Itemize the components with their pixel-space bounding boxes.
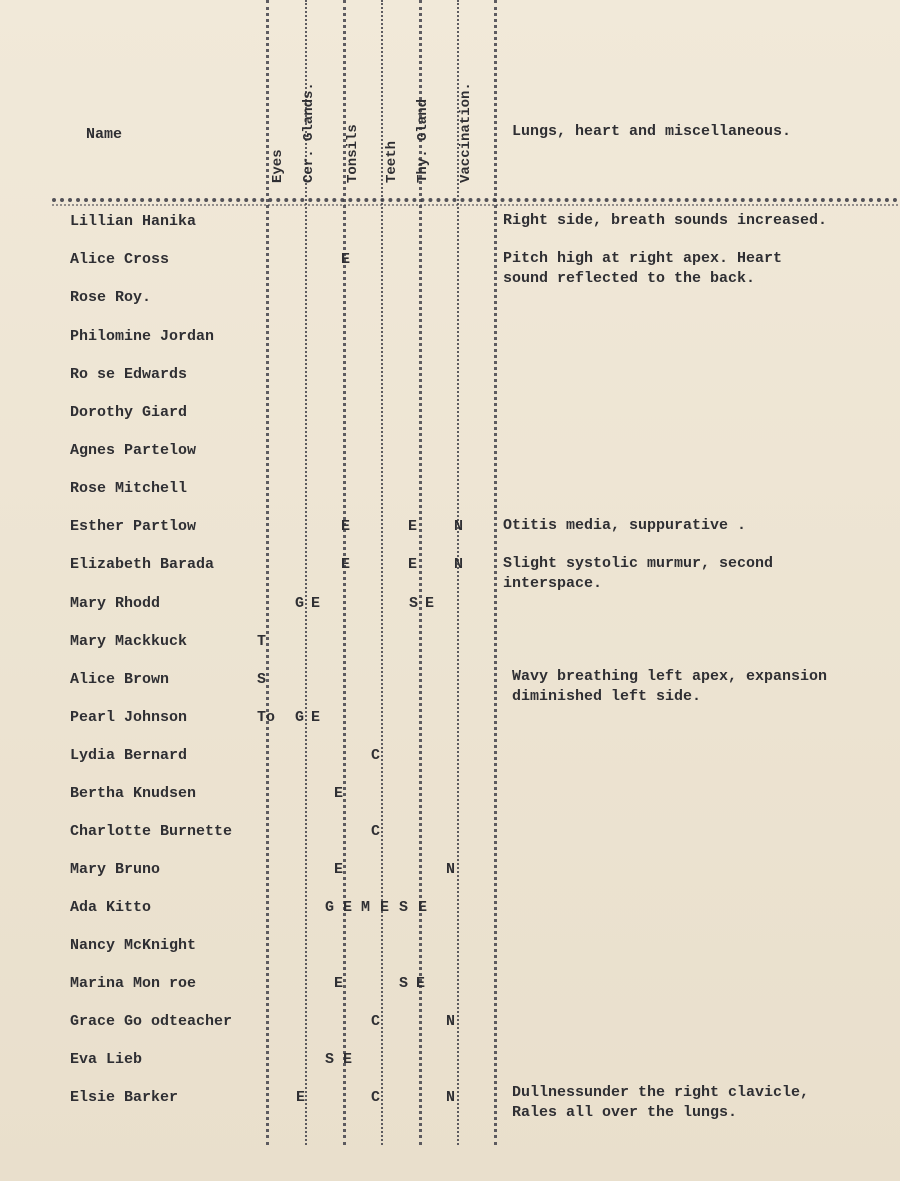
eyes-mark: To — [257, 709, 276, 726]
header-rule-secondary — [52, 204, 898, 206]
row-note: interspace. — [503, 575, 603, 592]
teeth-mark: E — [380, 899, 390, 916]
eyes-column-header: Eyes — [270, 149, 286, 183]
patient-name: Pearl Johnson — [70, 709, 188, 726]
name-column-header: Name — [86, 126, 123, 143]
patient-name: Mary Bruno — [70, 861, 161, 878]
eyes-mark: S — [257, 671, 267, 688]
patient-name: Elsie Barker — [70, 1089, 179, 1106]
vaccination-mark: N — [446, 1013, 456, 1030]
tonsils-mark: E — [311, 595, 321, 612]
column-rule-misc — [494, 0, 497, 1145]
row-note: Otitis media, suppurative . — [503, 517, 747, 534]
cer-glands-mark: E — [296, 1089, 306, 1106]
thy-gland-mark: S — [409, 595, 419, 612]
header-rule — [52, 198, 898, 202]
patient-name: Lillian Hanika — [70, 213, 197, 230]
column-rule-teeth — [381, 0, 383, 1145]
patient-name: Marina Mon roe — [70, 975, 197, 992]
tonsils-mark: E — [343, 899, 353, 916]
cer-glands-mark: S — [325, 1051, 335, 1068]
teeth-mark: M — [361, 899, 371, 916]
cer-glands-mark: G — [295, 709, 305, 726]
patient-name: Esther Partlow — [70, 518, 197, 535]
patient-name: Mary Mackkuck — [70, 633, 188, 650]
row-note: Slight systolic murmur, second — [503, 555, 774, 572]
row-note: Dullnessunder the right clavicle, — [512, 1084, 810, 1101]
row-note: sound reflected to the back. — [503, 270, 756, 287]
teeth-mark: C — [371, 747, 381, 764]
vaccination-mark: N — [454, 556, 464, 573]
vaccination-mark: N — [446, 861, 456, 878]
patient-name: Nancy McKnight — [70, 937, 197, 954]
thy-gland-mark: S — [399, 899, 409, 916]
cer-glands-mark: G — [325, 899, 335, 916]
vaccination-mark: N — [446, 1089, 456, 1106]
teeth-column-header: Teeth — [384, 140, 400, 183]
row-note: Pitch high at right apex. Heart — [503, 250, 783, 267]
patient-name: Alice Brown — [70, 671, 170, 688]
patient-name: Agnes Partelow — [70, 442, 197, 459]
row-note: diminished left side. — [512, 688, 702, 705]
tonsils-mark: E — [334, 861, 344, 878]
teeth-mark: C — [371, 1089, 381, 1106]
thy-gland-mark: E — [408, 556, 418, 573]
thy-gland-mark: E — [416, 975, 426, 992]
patient-name: Eva Lieb — [70, 1051, 143, 1068]
patient-name: Lydia Bernard — [70, 747, 188, 764]
column-rule-eyes — [266, 0, 269, 1145]
thy-gland-mark: S — [399, 975, 409, 992]
patient-name: Rose Roy. — [70, 289, 152, 306]
row-note: Right side, breath sounds increased. — [503, 212, 828, 229]
thy-gland-mark: E — [408, 518, 418, 535]
patient-name: Philomine Jordan — [70, 328, 215, 345]
vaccination-column-header: Vaccination. — [458, 82, 474, 183]
patient-name: Dorothy Giard — [70, 404, 188, 421]
patient-name: Ro se Edwards — [70, 366, 188, 383]
thy-gland-mark: E — [425, 595, 435, 612]
patient-name: Ada Kitto — [70, 899, 152, 916]
patient-name: Charlotte Burnette — [70, 823, 233, 840]
patient-name: Elizabeth Barada — [70, 556, 215, 573]
tonsils-mark: E — [341, 556, 351, 573]
misc-column-header: Lungs, heart and miscellaneous. — [512, 123, 792, 140]
thy-gland-mark: E — [418, 899, 428, 916]
tonsils-mark: E — [334, 785, 344, 802]
tonsils-mark: E — [341, 251, 351, 268]
patient-name: Grace Go odteacher — [70, 1013, 233, 1030]
row-note: Wavy breathing left apex, expansion — [512, 668, 828, 685]
row-note: Rales all over the lungs. — [512, 1104, 738, 1121]
cer-glands-column-header: Cer. Glands. — [301, 82, 317, 183]
tonsils-mark: E — [311, 709, 321, 726]
teeth-mark: C — [371, 823, 381, 840]
patient-name: Alice Cross — [70, 251, 170, 268]
tonsils-mark: E — [334, 975, 344, 992]
tonsils-column-header: Tonsils — [345, 124, 361, 183]
tonsils-mark: E — [343, 1051, 353, 1068]
thy-gland-column-header: Thy. Gland — [415, 98, 431, 183]
vaccination-mark: N — [454, 518, 464, 535]
patient-name: Mary Rhodd — [70, 595, 161, 612]
patient-name: Bertha Knudsen — [70, 785, 197, 802]
cer-glands-mark: G — [295, 595, 305, 612]
teeth-mark: C — [371, 1013, 381, 1030]
eyes-mark: T — [257, 633, 267, 650]
patient-name: Rose Mitchell — [70, 480, 188, 497]
tonsils-mark: E — [341, 518, 351, 535]
